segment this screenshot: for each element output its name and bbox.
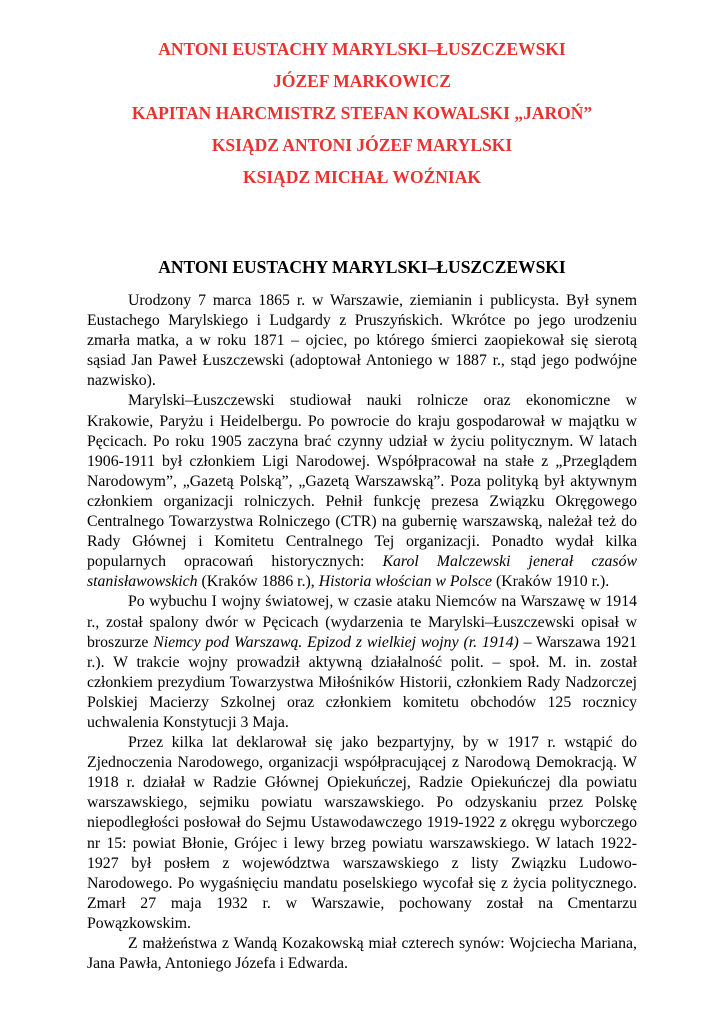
body-text xyxy=(87,291,637,974)
heading-list xyxy=(0,33,724,193)
paragraph-3-text-b: – Warszawa 1921 r.). W trakcie wojny prowadził aktywną działalność polit. – społ. M. in. został członkiem prezydium Towarzystwa Miłośników Historii, członkiem Rady Nadzorczej Polskiej Macierzy Szkolnej oraz członkiem komitetu obchodów 125 rocznicy uchwalenia Konstytucji 3 Maja. xyxy=(87,633,637,731)
paragraph-2-text-b: (Kraków 1886 r.), xyxy=(197,573,319,591)
paragraph-4: Przez kilka lat deklarował się jako bezpartyjny, by w 1917 r. wstąpić do Zjednoczenia Narodowego, organizacji współpracującej z Narodową Demokracją. W 1918 r. działał w Radzie Głównej Opiekuńczej, Radzie Opiekuńczej dla powiatu warszawskiego, sejmiku powiatu warszawskiego. Po odzyskaniu przez Polskę niepodległości posłował do Sejmu Ustawodawczego 1919-1922 z okręgu wyborczego nr 15: powiat Błonie, Grójec i lewy brzeg powiatu warszawskiego. W latach 1922-1927 był posłem z województwa warszawskiego z listy Związku Ludowo-Narodowego. Po wygaśnięciu mandatu poselskiego wycofał się z życia politycznego. Zmarł 27 maja 1932 r. w Warszawie, pochowany został na Cmentarzu Powązkowskim. xyxy=(87,734,637,932)
book-title-karol-malczewski: Karol Malczewski jenerał czasów stanisławowskich xyxy=(87,553,638,591)
brochure-title-niemcy-pod-warszawa: Niemcy pod Warszawą. Epizod z wielkiej wojny (r. 1914) xyxy=(153,633,519,651)
heading-2: JÓZEF MARKOWICZ xyxy=(273,71,451,91)
heading-5: KSIĄDZ MICHAŁ WOŹNIAK xyxy=(243,167,481,187)
paragraph-5: Z małżeństwa z Wandą Kozakowską miał czterech synów: Wojciecha Mariana, Jana Pawła, Antoniego Józefa i Edwarda. xyxy=(87,935,637,973)
paragraph-2-text-a: Marylski–Łuszczewski studiował nauki rolnicze oraz ekonomiczne w Krakowie, Paryżu i Heidelbergu. Po powrocie do kraju gospodarował w majątku w Pęcicach. Po roku 1905 zaczyna brać czynny udział w życiu politycznym. W latach 1906-1911 był członkiem Ligi Narodowej. Współpracował na stałe z „Przeglądem Narodowym”, „Gazetą Polską”, „Gazetą Warszawską”. Poza polityką był aktywnym członkiem organizacji rolniczych. Pełnił funkcję prezesa Związku Okręgowego Centralnego Towarzystwa Rolniczego (CTR) na gubernię warszawską, należał też do Rady Głównej i Komitetu Centralnego Tej organizacji. Ponadto wydał kilka popularnych opracowań historycznych: xyxy=(87,392,637,571)
heading-3: KAPITAN HARCMISTRZ STEFAN KOWALSKI „JAROŃ” xyxy=(131,103,593,123)
section-title: ANTONI EUSTACHY MARYLSKI–ŁUSZCZEWSKI xyxy=(158,257,566,277)
paragraph-1: Urodzony 7 marca 1865 r. w Warszawie, ziemianin i publicysta. Był synem Eustachego Marylskiego i Ludgardy z Pruszyńskich. Wkrótce po jego urodzeniu zmarła matka, a w roku 1871 – ojciec, po którego śmierci zaopiekował się sierotą sąsiad Jan Paweł Łuszczewski (adoptował Antoniego w 1887 r., stąd jego podwójne nazwisko). xyxy=(87,292,637,390)
paragraph-2 xyxy=(87,391,637,592)
heading-1: ANTONI EUSTACHY MARYLSKI–ŁUSZCZEWSKI xyxy=(158,39,566,59)
paragraph-3 xyxy=(87,592,637,733)
book-title-historia-wloscian: Historia włościan w Polsce xyxy=(318,573,493,591)
heading-4: KSIĄDZ ANTONI JÓZEF MARYLSKI xyxy=(211,135,513,155)
paragraph-3-text-a: Po wybuchu I wojny światowej, w czasie ataku Niemców na Warszawę w 1914 r., został spalony dwór w Pęcicach (wydarzenia te Marylski–Łuszczewski opisał w broszurze xyxy=(87,593,637,651)
paragraph-2-text-c: (Kraków 1910 r.). xyxy=(492,573,610,591)
